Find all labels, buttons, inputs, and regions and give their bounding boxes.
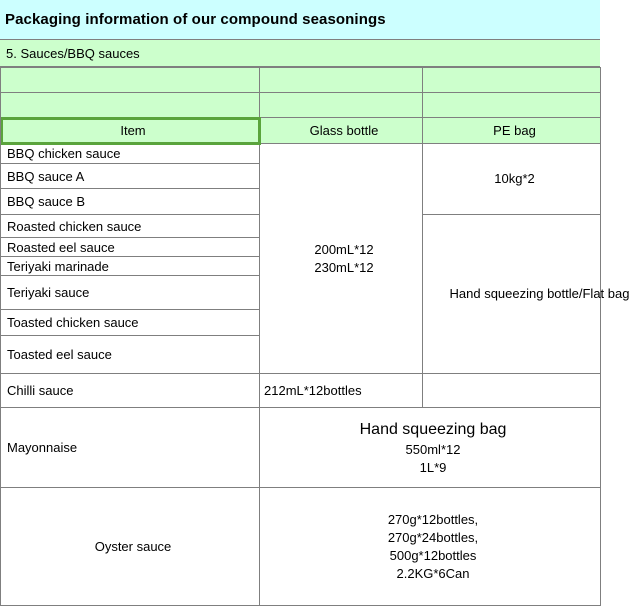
item-cell[interactable]: Teriyaki sauce [1,276,260,310]
pe-bag-group2-text: Hand squeezing bottle/Flat bag [449,286,629,301]
oyster-line-1: 270g*12bottles, [387,511,479,527]
section-row[interactable] [0,40,600,67]
item-cell[interactable]: BBQ chicken sauce [1,144,260,164]
item-cell[interactable]: Toasted eel sauce [1,336,260,374]
mayonnaise-line-2: 550ml*12 [405,441,461,457]
packaging-table [0,67,629,606]
item-cell[interactable]: Oyster sauce [1,488,260,606]
oyster-line-3: 500g*12bottles [389,547,477,563]
glass-size-2: 230mL*12 [314,259,374,275]
empty-cell[interactable] [1,93,260,118]
glass-size-1: 200mL*12 [314,241,374,257]
item-cell[interactable]: Roasted eel sauce [1,238,260,257]
header-pe-bag[interactable]: PE bag [423,118,601,144]
item-cell[interactable]: Chilli sauce [1,374,260,408]
title-row[interactable] [0,0,600,40]
section-title: 5. Sauces/BBQ sauces [6,46,140,61]
oyster-packaging-cell[interactable] [260,488,601,606]
oyster-line-2: 270g*24bottles, [387,529,479,545]
empty-cell[interactable] [423,68,601,93]
header-item[interactable]: Item [1,118,260,144]
item-cell[interactable]: BBQ sauce A [1,164,260,189]
empty-cell[interactable] [260,68,423,93]
left-border [0,67,1,600]
item-cell[interactable]: Mayonnaise [1,408,260,488]
oyster-line-4: 2.2KG*6Can [396,565,470,581]
pe-bag-group2-cell[interactable] [423,215,629,374]
chilli-glass-cell[interactable]: 212mL*12bottles [260,374,423,408]
item-cell[interactable]: Toasted chicken sauce [1,310,260,336]
header-glass-bottle[interactable]: Glass bottle [260,118,423,144]
empty-cell[interactable] [423,374,601,408]
empty-cell[interactable] [423,93,601,118]
mayonnaise-line-3: 1L*9 [419,459,447,475]
item-cell[interactable]: BBQ sauce B [1,189,260,215]
empty-cell[interactable] [1,68,260,93]
sheet-title: Packaging information of our compound seasonings [5,11,386,28]
mayonnaise-packaging-cell[interactable] [260,408,601,488]
mayonnaise-line-1: Hand squeezing bag [359,420,507,438]
item-cell[interactable]: Roasted chicken sauce [1,215,260,238]
glass-bottle-group-cell[interactable] [260,144,423,374]
pe-bag-group1-cell[interactable]: 10kg*2 [423,144,601,215]
item-cell[interactable]: Teriyaki marinade [1,257,260,276]
empty-cell[interactable] [260,93,423,118]
